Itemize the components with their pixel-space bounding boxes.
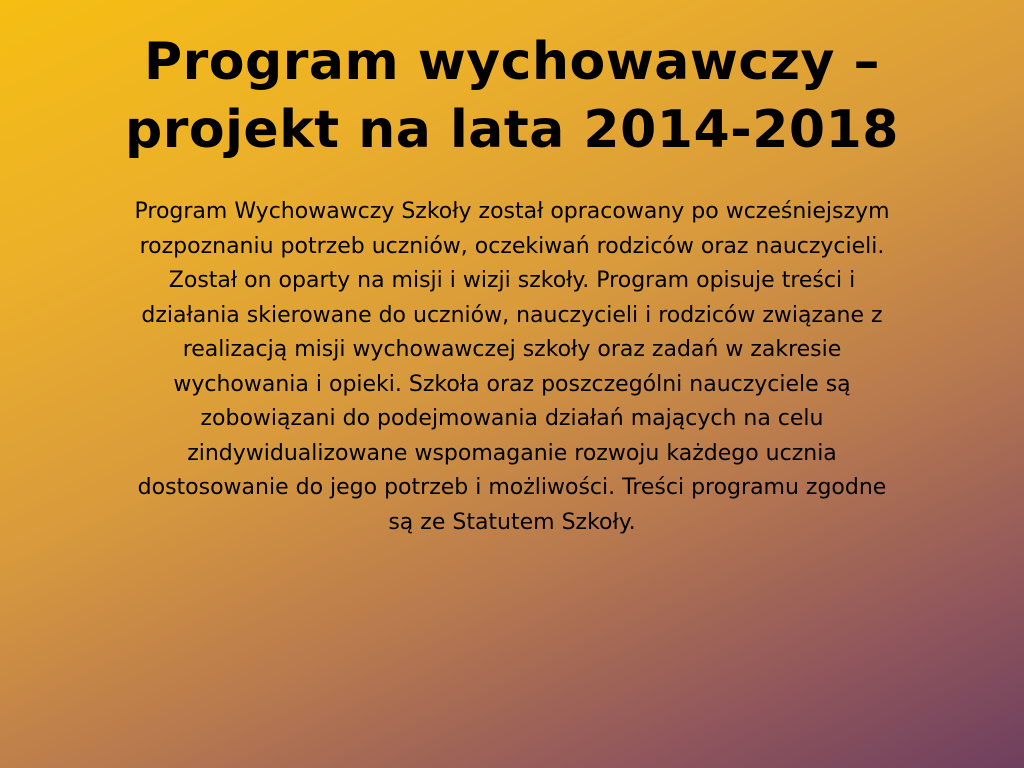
body-line-4: działania skierowane do uczniów, nauczycieli i rodziców związane z [141, 302, 883, 328]
slide-title-line-2: projekt na lata 2014-2018 [125, 100, 899, 160]
body-line-2: rozpoznaniu potrzeb uczniów, oczekiwań rodziców oraz nauczycieli. [139, 233, 885, 259]
body-line-1: Program Wychowawczy Szkoły został opracowany po wcześniejszym [134, 199, 890, 224]
body-line-9: dostosowanie do jego potrzeb i możliwości. Treści programu zgodne [137, 475, 887, 500]
body-line-10: są ze Statutem Szkoły. [388, 509, 636, 535]
body-line-7: zobowiązani do podejmowania działań mających na celu [200, 406, 824, 431]
slide-title [40, 28, 984, 164]
body-line-6: wychowania i opieki. Szkoła oraz poszczególni nauczyciele są [173, 371, 851, 397]
body-line-8: zindywidualizowane wspomaganie rozwoju każdego ucznia [187, 440, 837, 466]
body-line-5: realizacją misji wychowawczej szkoły oraz zadań w zakresie [182, 337, 842, 362]
slide-title-line-1: Program wychowawczy – [144, 32, 880, 92]
slide-body-text [50, 195, 974, 540]
body-line-3: Został on oparty na misji i wizji szkoły. Program opisuje treści i [168, 268, 856, 293]
